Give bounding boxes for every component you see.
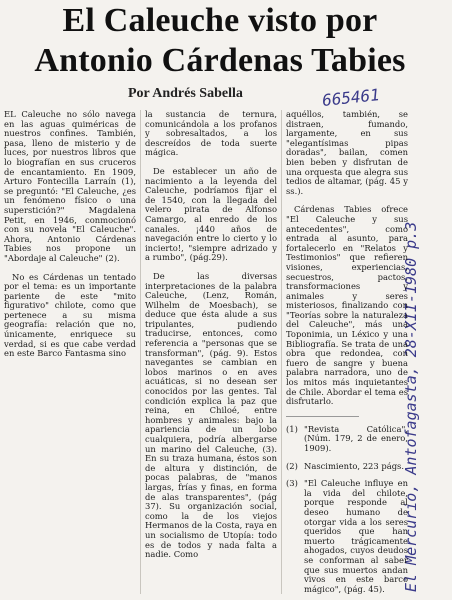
paragraph: De establecer un año de nacimiento a la leyenda del Caleuche, podríamos fijar el de 1540, con la llegada del velero pirata de Alfonso Camargo, al enredo de los canales. ¡440 años de navegación entre lo cierto y lo incierto!, "siempre adrizado y a rumbo", (pág.29). bbox=[145, 165, 277, 263]
article-column-2 bbox=[145, 110, 277, 569]
article-column-1 bbox=[4, 110, 136, 368]
footnote-text: "El Caleuche influye en la vida del chilote, porque responde al deseo humano de otorgar vida a los seres queridos que han muerto trágicamente ahogados, cuyos deudos se conforman al saber que sus muertos andan vivos en este barco mágico", (pág. 45). bbox=[304, 478, 408, 594]
paragraph: Cárdenas Tabies ofrece "El Caleuche y sus antecedentes", como entrada al asunto, para fortalecerlo en "Relatos y Testimonios" que refieren visiones, experiencias, secuestros, pactos, transformaciones y animales y seres misteriosos, finalizando con "Teorías sobre la naturaleza del Caleuche", más una Toponimia, un Léxico y una Bibliografía. Se trata de una obra que redondea, con fuero de sangre y buena palabra narradora, uno de los mitos más inquietantes de Chile. Abordar el tema es disfrutarlo. bbox=[286, 204, 408, 407]
footnote-number: (1) bbox=[286, 423, 298, 434]
footnote bbox=[286, 425, 408, 454]
paragraph: la sustancia de ternura, comunicándola a los profanos y sobresaltados, a los descreídos de toda suerte mágica. bbox=[145, 109, 277, 158]
handwritten-source-note: El Mercurio, Antofagasta, 28-XII-1980 p.3 bbox=[402, 221, 420, 592]
footnote-divider bbox=[286, 416, 359, 417]
headline-line-1: El Caleuche visto por bbox=[62, 2, 378, 39]
footnote bbox=[286, 479, 408, 594]
article-column-3 bbox=[286, 110, 408, 600]
paragraph: EL Caleuche no sólo navega en las aguas quiméricas de nuestros confines. También, pasa, lleno de misterio y de luces, por nuestros libros que lo biografían en sus cruceros de encantamiento. En 1909, Arturo Fontecilla Larraín (1), se preguntó: "El Caleuche, ¿es un fenómeno físico o una superstición?" Magdalena Petit, en 1946, conmocionó con su novela "El Caleuche". Ahora, Antonio Cárdenas Tabies nos propone un "Abordaje al Caleuche" (2). bbox=[4, 109, 136, 263]
headline-line-2: Antonio Cárdenas Tabies bbox=[34, 42, 406, 79]
column-divider bbox=[281, 110, 282, 594]
paragraph: De las diversas interpretaciones de la palabra Caleuche, (Lenz, Román, Wilhelm de Moesbach), se deduce que ésta alude a sus tripulantes, pudiendo traducirse, entonces, como referencia a "personas que se transforman", (pág. 9). Estos navegantes se cambian en lobos marinos o en aves acuáticas, si no desean ser conocidos por las gentes. Tal condición explica la paz que reina, en Chiloé, entre hombres y animales: bajo la apariencia de un lobo cualquiera, podría albergarse un marino del Caleuche, (3). En su traza humana, éstos son de altura y distinción, de pocas palabras, de "manos largas, frías y finas, en forma de alas transparentes", (pág 37). Su organización social, como la de los viejos Hermanos de la Costa, raya en un socialismo de Utopía: todo es de todos y nada falta a nadie. Como bbox=[145, 270, 277, 560]
paragraph: No es Cárdenas un tentado por el tema: es un importante pariente de este "mito figurativo" chilote, como que pertenece a su misma geografía: relación que no, únicamente, enriquece su verdad, si es que cabe verdad en este Barco Fantasma sino bbox=[4, 271, 136, 359]
footnote-text: Nascimiento, 223 págs. bbox=[304, 460, 405, 471]
paragraph: aquéllos, también, se distraen, fumando, largamente, en sus "elegantísimas pipas doradas", bailan, comen bien beben y disfrutan de una orquesta que alegra sus tedios de altamar, (pág. 45 y ss.). bbox=[286, 109, 408, 196]
byline: Por Andrés Sabella bbox=[128, 86, 243, 101]
footnote-number: (3) bbox=[286, 478, 298, 489]
handwritten-catalog-number: 665461 bbox=[321, 85, 381, 110]
column-divider bbox=[140, 110, 141, 594]
footnote bbox=[286, 462, 408, 472]
footnote-number: (2) bbox=[286, 460, 298, 471]
footnote-text: "Revista Católica", (Núm. 179, 2 de enero, 1909). bbox=[304, 423, 408, 453]
footnotes bbox=[286, 425, 408, 595]
